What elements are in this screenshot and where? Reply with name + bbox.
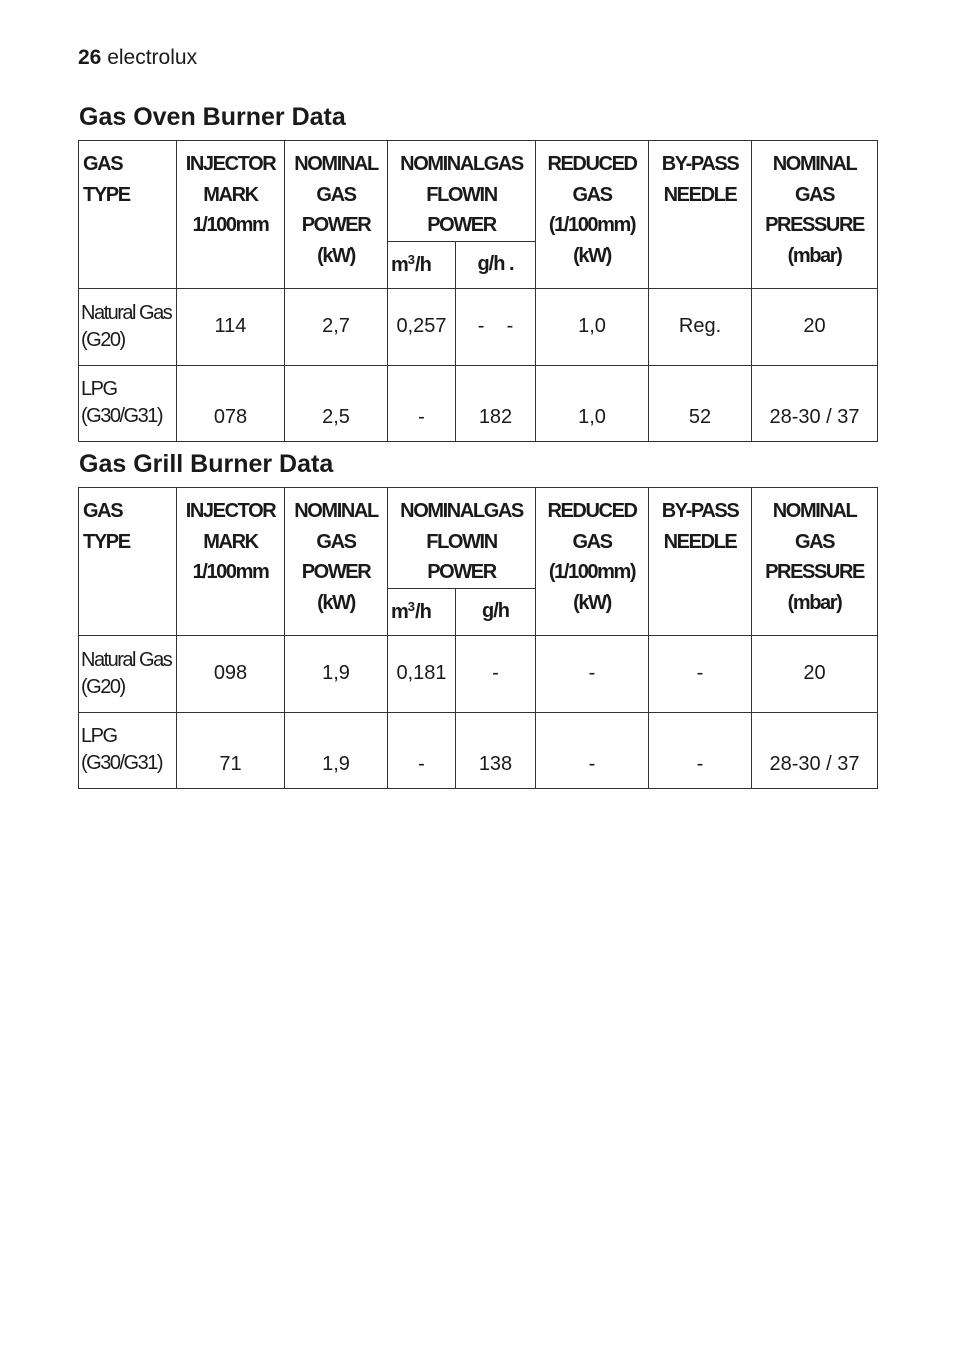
cell-gas-type: LPG (G30/G31) <box>79 712 177 788</box>
page-number: 26 <box>78 46 102 69</box>
cell-gas-type: Natural Gas (G20) <box>79 288 177 365</box>
table-row <box>79 288 878 365</box>
header-row <box>79 141 878 242</box>
cell-injector: 098 <box>177 635 285 712</box>
cell-bypass: - <box>649 712 752 788</box>
grill-table-title: Gas Grill Burner Data <box>79 450 334 478</box>
cell-injector: 078 <box>177 365 285 441</box>
cell-pressure: 28-30 / 37 <box>752 712 878 788</box>
unit-m3-per-hour: $m^3/h$ <box>388 588 456 635</box>
cell-power: 1,9 <box>285 712 388 788</box>
table-row <box>79 635 878 712</box>
header-reduced-gas: REDUCED GAS (1/100mm) (kW) <box>536 141 649 289</box>
cell-pressure: 20 <box>752 635 878 712</box>
header-gas-type: GAS TYPE <box>79 488 177 636</box>
cell-power: 2,5 <box>285 365 388 441</box>
oven-burner-table <box>78 140 878 442</box>
unit-m3-per-hour: $m^3/h$ <box>388 241 456 288</box>
header-row <box>79 488 878 589</box>
header-nominal-gas-power: NOMINAL GAS POWER (kW) <box>285 488 388 636</box>
cell-pressure: 28-30 / 37 <box>752 365 878 441</box>
cell-gh: 138 <box>456 712 536 788</box>
header-nominal-gas-pressure: NOMINAL GAS PRESSURE (mbar) <box>752 488 878 636</box>
cell-reduced: 1,0 <box>536 288 649 365</box>
unit-grams-per-hour: g/h . <box>456 241 536 288</box>
header-nominal-gas-power: NOMINAL GAS POWER (kW) <box>285 141 388 289</box>
cell-injector: 71 <box>177 712 285 788</box>
cell-bypass: 52 <box>649 365 752 441</box>
header-reduced-gas: REDUCED GAS (1/100mm) (kW) <box>536 488 649 636</box>
unit-grams-per-hour: g/h <box>456 588 536 635</box>
cell-gh: - - <box>456 288 536 365</box>
cell-m3h: 0,257 <box>388 288 456 365</box>
header-nominal-gas-flow: NOMINALGAS FLOWIN POWER <box>388 141 536 242</box>
cell-gh: - <box>456 635 536 712</box>
header-injector-mark: INJECTOR MARK 1/100mm <box>177 488 285 636</box>
cell-bypass: - <box>649 635 752 712</box>
cell-injector: 114 <box>177 288 285 365</box>
cell-m3h: - <box>388 712 456 788</box>
header-nominal-gas-pressure: NOMINAL GAS PRESSURE (mbar) <box>752 141 878 289</box>
cell-gh: 182 <box>456 365 536 441</box>
header-gas-type: GAS TYPE <box>79 141 177 289</box>
cell-gas-type: LPG (G30/G31) <box>79 365 177 441</box>
cell-gas-type: Natural Gas (G20) <box>79 635 177 712</box>
cell-pressure: 20 <box>752 288 878 365</box>
cell-reduced: 1,0 <box>536 365 649 441</box>
cell-reduced: - <box>536 635 649 712</box>
table-row <box>79 365 878 441</box>
header-bypass-needle: BY-PASS NEEDLE <box>649 488 752 636</box>
cell-reduced: - <box>536 712 649 788</box>
oven-table-title: Gas Oven Burner Data <box>79 103 346 131</box>
header-injector-mark: INJECTOR MARK 1/100mm <box>177 141 285 289</box>
cell-m3h: - <box>388 365 456 441</box>
cell-power: 2,7 <box>285 288 388 365</box>
page-header <box>78 44 197 72</box>
cell-power: 1,9 <box>285 635 388 712</box>
cell-m3h: 0,181 <box>388 635 456 712</box>
grill-burner-table <box>78 487 878 789</box>
table-row <box>79 712 878 788</box>
header-nominal-gas-flow: NOMINALGAS FLOWIN POWER <box>388 488 536 589</box>
brand-name: electrolux <box>107 46 198 69</box>
header-bypass-needle: BY-PASS NEEDLE <box>649 141 752 289</box>
cell-bypass: Reg. <box>649 288 752 365</box>
